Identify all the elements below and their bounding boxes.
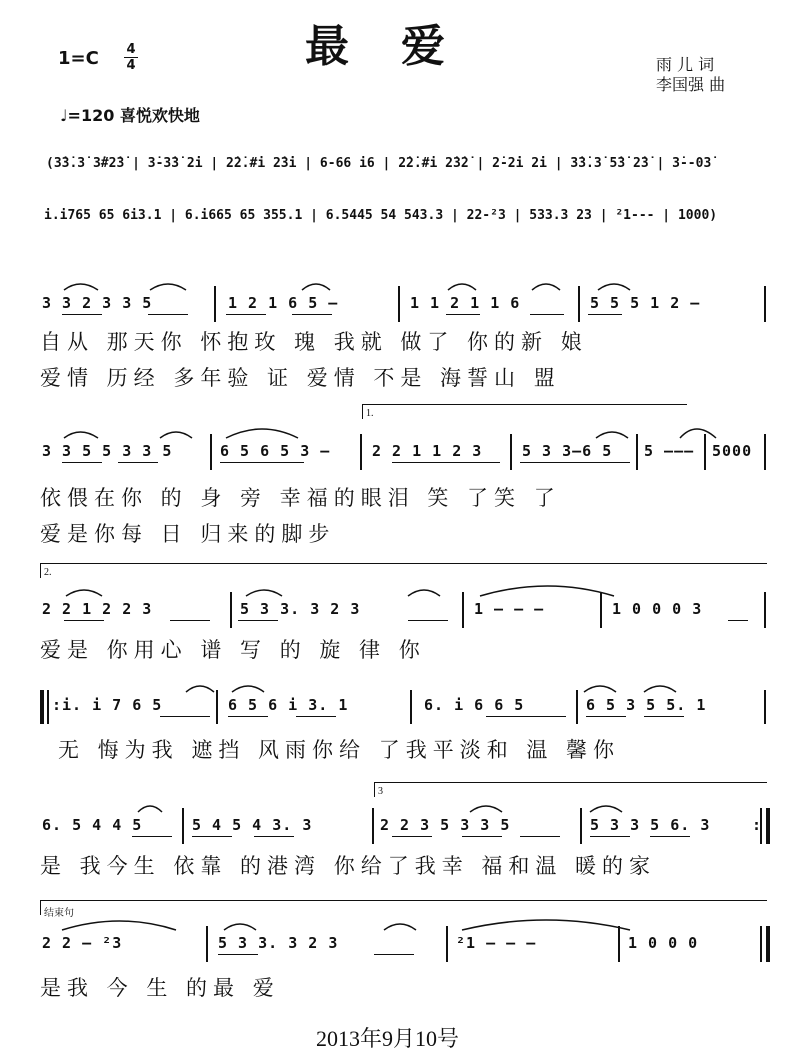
lyric-line-1a: 自从 那天你 怀抱玫 瑰 我就 做了 你的新 娘 bbox=[40, 330, 588, 354]
beam bbox=[192, 836, 232, 837]
intro-line-1: (3̇3̇.3̇ 3̇#2̇3̇ | 3̇-3̇3̇ 2̇i | 2̇2̇.#i 2̇3̇i | 6-66 i6 | 2̇2̇.#i 2̇3̇2̇ | 2̇-2̇i 2̇i | 3̇3̇.3̇ 5̇3̇ 2̇3̇ | 3̇--03̇ bbox=[46, 156, 712, 171]
slur bbox=[596, 432, 628, 438]
beam bbox=[254, 836, 294, 837]
slur bbox=[64, 284, 98, 290]
intro-line-2: i.i765 65 6i3.1 | 6.i665 65 355.1 | 6.5445 54 543.3 | 22-²3 | 533.3 23 | ²1--- | 1000) bbox=[44, 208, 718, 223]
slur bbox=[532, 284, 560, 290]
beam bbox=[520, 462, 630, 463]
slur bbox=[150, 284, 186, 290]
beam bbox=[374, 954, 414, 955]
staff-1-m3: 1 1 2 1 1 6 bbox=[410, 294, 521, 312]
slur bbox=[226, 429, 298, 438]
staff-2-m6: 5000 bbox=[712, 442, 753, 460]
beam bbox=[238, 620, 278, 621]
staff-6-m1: 2 2 – ²3 bbox=[42, 934, 123, 952]
beam bbox=[226, 314, 266, 315]
staff-1-m1: 3 3 2 3 3 5 bbox=[42, 294, 153, 312]
beam bbox=[650, 836, 690, 837]
staff-5-m1: 6. 5 4 4 5 bbox=[42, 816, 143, 834]
lyric-line-5: 是 我今生 依靠 的港湾 你给了我幸 福和温 暖的家 bbox=[40, 854, 657, 878]
staff-4-m1: i. i 7 6 5 bbox=[62, 696, 163, 714]
staff-4-m2: 6 5 6 i 3. 1 bbox=[228, 696, 349, 714]
staff-1-m2: 1 2 1 6 5 – bbox=[228, 294, 339, 312]
staff-3-m4: 1 0 0 0 3 bbox=[612, 600, 703, 618]
time-sig-top: 4 bbox=[126, 42, 136, 57]
staff-4-m3: 6. i 6 6 5 bbox=[424, 696, 525, 714]
beam bbox=[392, 462, 500, 463]
beam bbox=[530, 314, 564, 315]
slur bbox=[138, 806, 162, 812]
beam bbox=[118, 462, 158, 463]
slur bbox=[470, 806, 502, 812]
date-footer: 2013年9月10号 bbox=[316, 1026, 460, 1051]
beam bbox=[644, 716, 684, 717]
beam bbox=[520, 836, 560, 837]
slur bbox=[302, 284, 330, 290]
staff-3-m1: 2 2 1 2 2 3 bbox=[42, 600, 153, 618]
staff-2-m3: 2 2 1 1 2 3 bbox=[372, 442, 483, 460]
beam bbox=[292, 314, 332, 315]
slur bbox=[480, 586, 614, 596]
slur bbox=[62, 921, 176, 930]
slur bbox=[408, 590, 440, 596]
beam bbox=[586, 716, 626, 717]
volta-1-label: 1. bbox=[366, 408, 374, 419]
slur bbox=[64, 432, 98, 438]
beam bbox=[728, 620, 748, 621]
key-signature: 1=C bbox=[58, 48, 99, 69]
staff-5-m4: 5 3 3 5 6. 3 bbox=[590, 816, 711, 834]
lyric-line-6: 是我 今 生 的最 爱 bbox=[40, 976, 280, 1000]
beam bbox=[486, 716, 566, 717]
repeat-end-dots: : bbox=[752, 816, 763, 834]
slur bbox=[66, 590, 102, 596]
lyric-line-3: 爱是 你用心 谱 写 的 旋 律 你 bbox=[40, 638, 426, 662]
beam bbox=[590, 836, 630, 837]
ending-label: 结束句 bbox=[44, 908, 74, 919]
staff-5-m3: 2 2 3 5 3 3 5 bbox=[380, 816, 511, 834]
beam bbox=[228, 716, 268, 717]
slur bbox=[598, 284, 630, 290]
staff-5-m2: 5 4 5 4 3. 3 bbox=[192, 816, 313, 834]
slur bbox=[590, 806, 622, 812]
song-title: 最爱 bbox=[305, 21, 497, 72]
beam bbox=[462, 836, 502, 837]
staff-6-m3: ²1 – – – bbox=[456, 934, 537, 952]
beam bbox=[160, 716, 210, 717]
slur bbox=[644, 686, 676, 692]
beam bbox=[148, 314, 188, 315]
beam bbox=[392, 836, 432, 837]
beam bbox=[296, 716, 336, 717]
beam bbox=[588, 314, 622, 315]
slur bbox=[462, 920, 630, 930]
staff-2-m4: 5 3 3–6 5 bbox=[522, 442, 613, 460]
staff-3-m3: 1 – – – bbox=[474, 600, 545, 618]
beam bbox=[132, 836, 172, 837]
repeat-start-dots: : bbox=[52, 696, 63, 714]
time-sig-bottom: 4 bbox=[126, 58, 136, 73]
slur bbox=[680, 429, 716, 438]
beam bbox=[446, 314, 480, 315]
beam bbox=[64, 620, 104, 621]
staff-4-m4: 6 5 3 5 5. 1 bbox=[586, 696, 707, 714]
beam bbox=[408, 620, 448, 621]
lyric-line-1b: 爱情 历经 多年验 证 爱情 不是 海誓山 盟 bbox=[40, 366, 561, 390]
slur bbox=[384, 924, 416, 930]
slur bbox=[584, 686, 616, 692]
slur bbox=[246, 590, 282, 596]
slur bbox=[448, 284, 476, 290]
lyricist: 雨 儿 词 bbox=[656, 55, 715, 74]
beam bbox=[218, 954, 258, 955]
lyric-line-2b: 爱是你每 日 归来的脚步 bbox=[40, 522, 336, 546]
slur bbox=[160, 432, 192, 438]
slur bbox=[186, 686, 214, 692]
staff-6-m4: 1 0 0 0 bbox=[628, 934, 699, 952]
tempo-marking: ♩=120 喜悦欢快地 bbox=[60, 106, 200, 125]
staff-2-m1: 3 3 5 5 3 3 5 bbox=[42, 442, 173, 460]
beam bbox=[220, 462, 304, 463]
slur bbox=[224, 924, 256, 930]
lyric-line-2a: 依偎在你 的 身 旁 幸福的眼泪 笑 了笑 了 bbox=[40, 486, 561, 510]
staff-2-m5: 5 ––– bbox=[644, 442, 695, 460]
slur bbox=[232, 686, 264, 692]
staff-6-m2: 5 3 3. 3 2 3 bbox=[218, 934, 339, 952]
staff-2-m2: 6 5 6 5 3 – bbox=[220, 442, 331, 460]
volta-2-label: 2. bbox=[44, 567, 52, 578]
staff-1-m4: 5 5 5 1 2 – bbox=[590, 294, 701, 312]
volta-3-label: 3 bbox=[378, 786, 383, 797]
beam bbox=[170, 620, 210, 621]
composer: 李国强 曲 bbox=[656, 75, 726, 94]
lyric-line-4: 无 悔为我 遮挡 风雨你给 了我平淡和 温 馨你 bbox=[58, 738, 621, 762]
staff-3-m2: 5 3 3. 3 2 3 bbox=[240, 600, 361, 618]
beam bbox=[62, 314, 102, 315]
beam bbox=[62, 462, 102, 463]
